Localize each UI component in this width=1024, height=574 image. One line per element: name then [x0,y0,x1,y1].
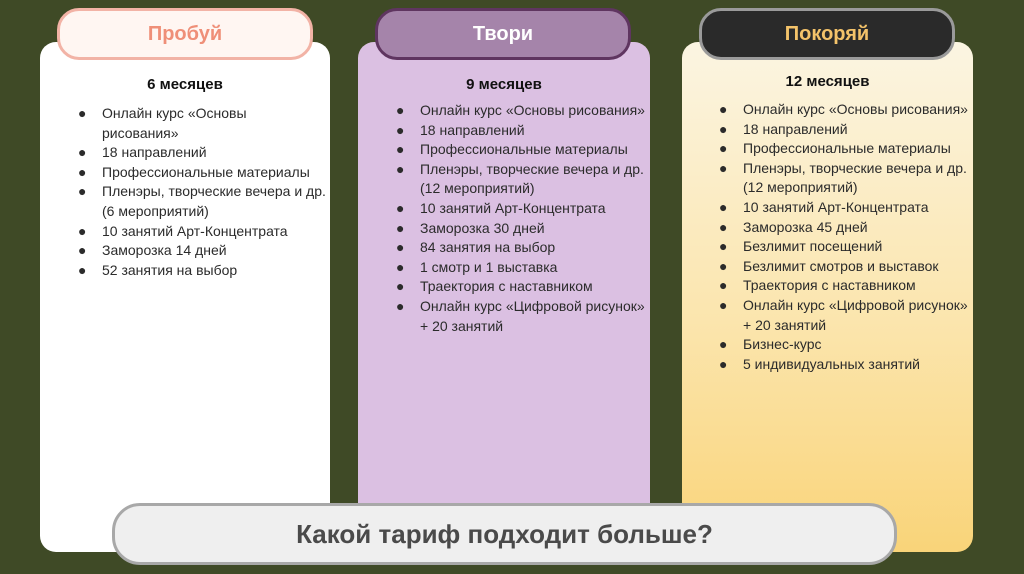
bullet-icon: ● [78,144,87,161]
feature-text: 10 занятий Арт-Концентрата [102,222,288,239]
bullet-icon: ● [719,257,728,274]
plan-title-tvori[interactable]: Твори [375,8,631,60]
feature-item [396,121,646,141]
feature-text: Заморозка 45 дней [743,218,868,235]
bullet-icon: ● [719,159,728,176]
feature-item [396,140,646,160]
plan-duration-tvori: 9 месяцев [466,76,542,93]
feature-item [719,159,969,198]
feature-text: Безлимит посещений [743,238,883,255]
feature-item [78,222,326,242]
feature-item [396,219,646,239]
feature-item [78,104,326,143]
feature-item [78,261,326,281]
feature-text: Пленэры, творческие вечера и др. (12 мероприятий) [743,159,967,196]
feature-text: 18 направлений [743,120,848,137]
feature-text: Онлайн курс «Основы рисования» [743,101,968,117]
feature-text: 10 занятий Арт-Концентрата [743,198,929,215]
bullet-icon: ● [396,219,405,236]
feature-list-pokoryay [719,100,969,374]
feature-list-probuy [78,104,326,280]
bullet-icon: ● [396,297,405,314]
feature-item [396,160,646,199]
feature-item [719,355,969,375]
feature-item [396,238,646,258]
feature-text: Безлимит смотров и выставок [743,257,939,274]
bullet-icon: ● [78,261,87,278]
bullet-icon: ● [396,199,405,216]
feature-item [719,237,969,257]
feature-text: Профессиональные материалы [420,141,628,158]
feature-item [396,277,646,297]
plan-title-pokoryay[interactable]: Покоряй [699,8,955,60]
feature-item [396,258,646,278]
feature-text: Онлайн курс «Цифровой рисунок» + 20 занятий [743,296,968,333]
feature-text: 52 занятия на выбор [102,261,238,278]
bullet-icon: ● [719,101,728,117]
bullet-icon: ● [78,222,87,239]
feature-text: 18 направлений [420,121,525,138]
bullet-icon: ● [719,140,728,157]
feature-text: Траектория с наставником [420,278,593,295]
plan-duration-pokoryay: 12 месяцев [785,73,870,90]
bullet-icon: ● [719,198,728,215]
bullet-icon: ● [396,258,405,275]
bullet-icon: ● [719,296,728,313]
feature-item [719,139,969,159]
bullet-icon: ● [396,102,405,118]
feature-text: 18 направлений [102,144,207,161]
bullet-icon: ● [78,105,87,121]
bullet-icon: ● [719,277,728,294]
feature-text: 1 смотр и 1 выставка [420,258,558,275]
feature-text: Профессиональные материалы [102,163,310,180]
feature-item [719,218,969,238]
bullet-icon: ● [719,238,728,255]
feature-text: Онлайн курс «Цифровой рисунок» + 20 занятий [420,297,645,334]
feature-list-tvori [396,101,646,336]
feature-text: Пленэры, творческие вечера и др. (6 мероприятий) [102,183,326,219]
feature-text: Онлайн курс «Основы рисования» [102,105,247,141]
bullet-icon: ● [719,218,728,235]
feature-text: Онлайн курс «Основы рисования» [420,102,645,118]
feature-text: Заморозка 14 дней [102,242,227,259]
feature-item [719,257,969,277]
feature-item [78,163,326,183]
bullet-icon: ● [78,183,87,200]
feature-text: Пленэры, творческие вечера и др. (12 мероприятий) [420,160,644,197]
plan-title-probuy[interactable]: Пробуй [57,8,313,60]
feature-item [719,100,969,120]
plan-duration-probuy: 6 месяцев [147,76,223,93]
feature-text: Бизнес-курс [743,336,822,353]
feature-item [396,101,646,121]
feature-text: Траектория с наставником [743,277,916,294]
feature-item [719,276,969,296]
bullet-icon: ● [396,278,405,295]
bullet-icon: ● [396,239,405,256]
bullet-icon: ● [396,121,405,138]
feature-item [719,296,969,335]
feature-item [719,335,969,355]
question-banner[interactable]: Какой тариф подходит больше? [112,503,897,565]
feature-item [719,198,969,218]
feature-item [396,297,646,336]
feature-text: 84 занятия на выбор [420,239,556,256]
bullet-icon: ● [719,120,728,137]
bullet-icon: ● [78,242,87,259]
feature-item [719,120,969,140]
bullet-icon: ● [396,141,405,158]
feature-item [78,143,326,163]
feature-text: 5 индивидуальных занятий [743,355,920,372]
feature-item [78,182,326,221]
feature-item [396,199,646,219]
feature-item [78,241,326,261]
feature-text: Профессиональные материалы [743,140,951,157]
feature-text: 10 занятий Арт-Концентрата [420,199,606,216]
bullet-icon: ● [719,336,728,353]
bullet-icon: ● [396,160,405,177]
bullet-icon: ● [719,355,728,372]
bullet-icon: ● [78,163,87,180]
feature-text: Заморозка 30 дней [420,219,545,236]
